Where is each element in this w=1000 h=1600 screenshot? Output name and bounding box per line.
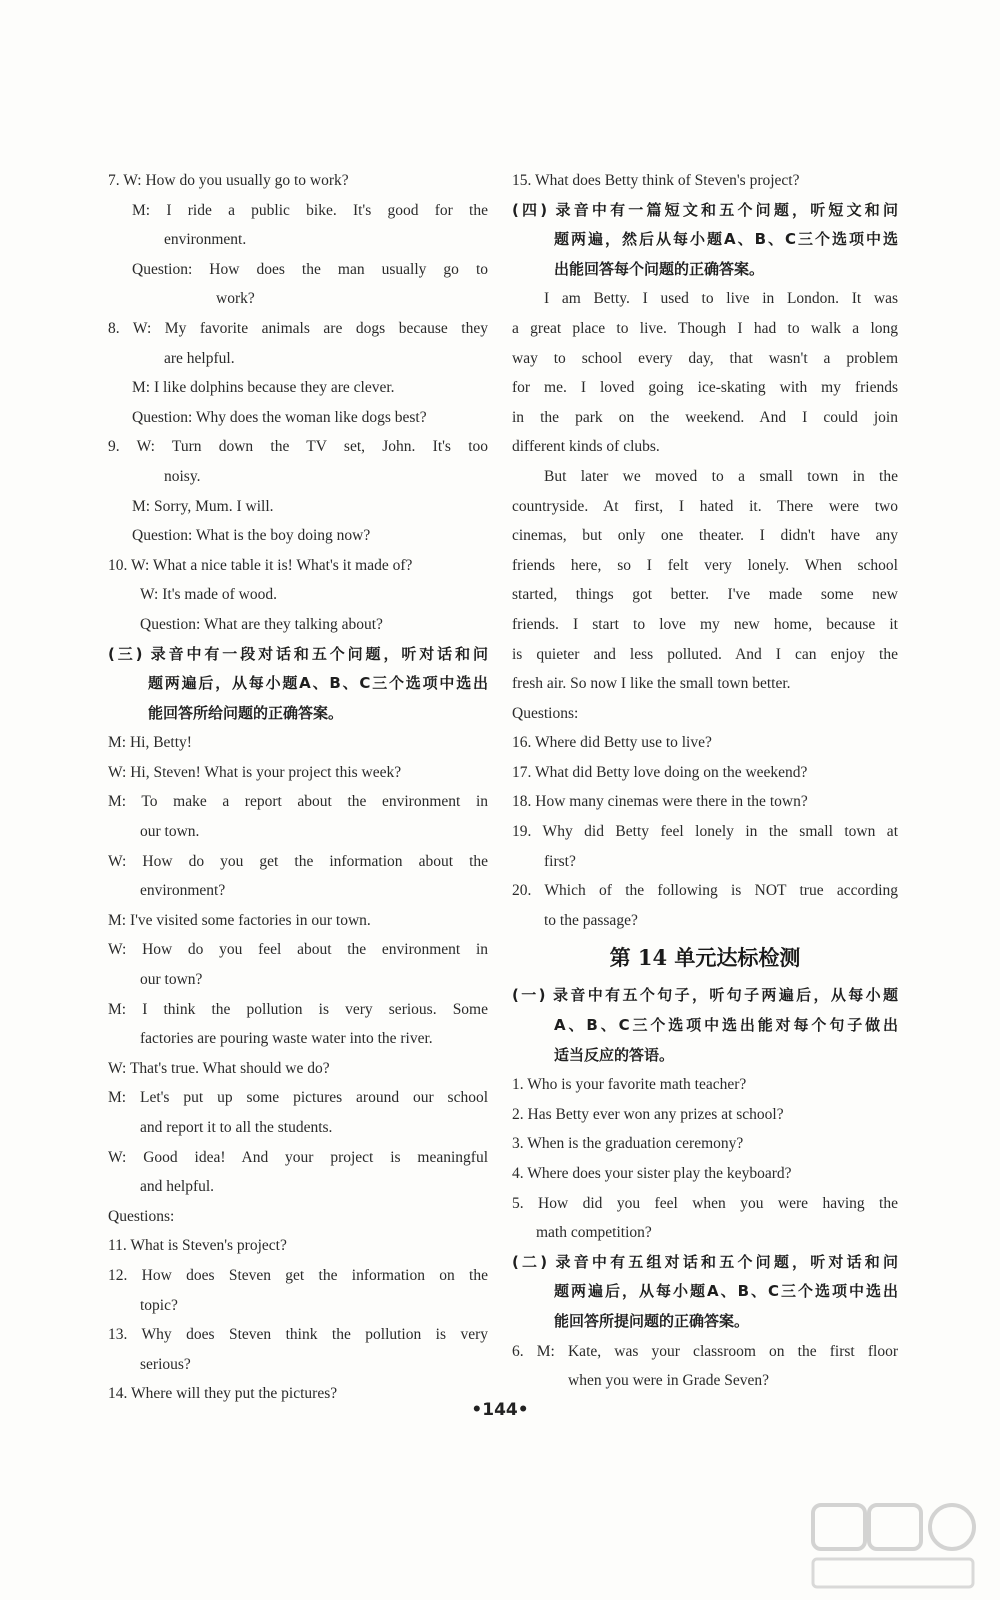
text-line: friends here, so I felt very lonely. When school (512, 556, 898, 574)
text-line: 16. Where did Betty use to live? (512, 734, 712, 752)
right-column (512, 166, 898, 1396)
left-column (108, 166, 488, 1409)
unit-title: 第 14 单元达标检测 (609, 945, 801, 971)
text-line: 题两遍后，从每小题A、B、C三个选项中选出 (148, 674, 488, 693)
right-column-bottom (512, 981, 898, 1395)
text-line: topic? (140, 1296, 178, 1314)
text-line: W: Hi, Steven! What is your project this week? (108, 763, 402, 781)
text-line: and report it to all the students. (140, 1119, 333, 1136)
text-line: 10. W: What a nice table it is! What's it made of? (108, 556, 413, 574)
text-line: 17. What did Betty love doing on the weekend? (512, 763, 808, 781)
text-line: is quieter and less polluted. And I can enjoy the (512, 645, 898, 663)
text-line: (三) 录音中有一段对话和五个问题，听对话和问 (108, 644, 488, 663)
text-line: W: How do you get the information about the (108, 852, 488, 870)
text-line: serious? (140, 1355, 191, 1373)
text-line: Questions: (512, 704, 579, 722)
text-line: A、B、C三个选项中选出能对每个句子做出 (554, 1016, 898, 1035)
page-number: •144• (471, 1400, 529, 1420)
text-line: Question: Why does the woman like dogs best? (132, 408, 427, 426)
text-line: 能回答所提问题的正确答案。 (554, 1311, 750, 1330)
text-line: M: I think the pollution is very serious. Some (108, 1000, 488, 1018)
text-line: fresh air. So now I like the small town better. (512, 675, 791, 693)
text-line: a great place to live. Though I had to walk a long (512, 319, 898, 337)
text-line: Question: What are they talking about? (140, 615, 383, 633)
text-line: M: Let's put up some pictures around our school (108, 1089, 488, 1107)
text-line: factories are pouring waste water into the river. (140, 1030, 433, 1048)
text-line: But later we moved to a small town in the (544, 467, 898, 485)
text-line: friends. I start to love my new home, because it (512, 615, 898, 633)
text-line: 20. Which of the following is NOT true according (512, 882, 898, 900)
text-line: 出能回答每个问题的正确答案。 (554, 259, 765, 278)
text-line: noisy. (164, 467, 201, 485)
text-line: 8. W: My favorite animals are dogs because they (108, 319, 488, 337)
text-line: (一) 录音中有五个句子，听句子两遍后，从每小题 (512, 986, 898, 1005)
text-line: in the park on the weekend. And I could join (512, 408, 898, 426)
text-line: 6. M: Kate, was your classroom on the first floor (512, 1342, 898, 1360)
text-line: W: How do you feel about the environment in (108, 941, 488, 959)
text-line: Question: What is the boy doing now? (132, 527, 371, 545)
text-line: 4. Where does your sister play the keyboard? (512, 1165, 792, 1182)
text-line: 14. Where will they put the pictures? (108, 1385, 338, 1403)
text-line: 7. W: How do you usually go to work? (108, 172, 349, 189)
right-column-top (512, 166, 898, 935)
text-line: (二) 录音中有五组对话和五个问题，听对话和问 (512, 1252, 898, 1271)
text-line: environment? (140, 882, 226, 900)
text-line: 11. What is Steven's project? (108, 1237, 287, 1255)
text-line: 适当反应的答语。 (554, 1045, 675, 1064)
text-line: and helpful. (140, 1178, 215, 1196)
text-line: M: I like dolphins because they are clever. (132, 379, 395, 397)
text-line: environment. (164, 231, 247, 249)
text-line: 9. W: Turn down the TV set, John. It's too (108, 438, 488, 456)
text-line: M: I've visited some factories in our town. (108, 911, 371, 929)
text-line: Question: How does the man usually go to (132, 260, 488, 278)
text-line: our town? (140, 971, 203, 989)
text-line: work? (216, 290, 255, 308)
text-line: M: To make a report about the environment in (108, 793, 488, 811)
text-line: our town. (140, 823, 200, 841)
text-line: I am Betty. I used to live in London. It was (544, 290, 898, 308)
text-line: when you were in Grade Seven? (568, 1372, 769, 1390)
text-line: 能回答所给问题的正确答案。 (148, 703, 344, 722)
text-line: for me. I loved going ice-skating with my friends (512, 379, 898, 397)
text-line: math competition? (536, 1224, 652, 1242)
text-line: 18. How many cinemas were there in the town? (512, 793, 808, 811)
text-line: W: It's made of wood. (140, 586, 277, 604)
text-line: (四) 录音中有一篇短文和五个问题，听短文和问 (512, 200, 898, 219)
text-line: first? (544, 852, 576, 870)
text-line: 题两遍，然后从每小题A、B、C三个选项中选 (554, 230, 898, 249)
text-line: different kinds of clubs. (512, 438, 660, 456)
text-line: M: Sorry, Mum. I will. (132, 497, 274, 515)
text-line: 3. When is the graduation ceremony? (512, 1135, 744, 1153)
text-line: 12. How does Steven get the information on the (108, 1266, 488, 1284)
text-line: 15. What does Betty think of Steven's project? (512, 172, 800, 189)
text-line: 5. How did you feel when you were having the (512, 1194, 898, 1212)
text-line: way to school every day, that wasn't a problem (512, 349, 898, 367)
text-line: M: Hi, Betty! (108, 734, 192, 752)
text-line: 1. Who is your favorite math teacher? (512, 1076, 747, 1094)
watermark-logo-icon (807, 1499, 982, 1594)
text-line: 19. Why did Betty feel lonely in the small town at (512, 823, 898, 841)
text-line: 题两遍后，从每小题A、B、C三个选项中选出 (554, 1282, 898, 1301)
text-line: started, things got better. I've made some new (512, 586, 898, 604)
text-line: countryside. At first, I hated it. There were two (512, 497, 898, 515)
text-line: cinemas, but only one theater. I didn't have any (512, 527, 898, 545)
text-line: Questions: (108, 1207, 175, 1225)
text-line: 13. Why does Steven think the pollution is very (108, 1326, 488, 1344)
text-line: W: That's true. What should we do? (108, 1059, 330, 1077)
text-line: are helpful. (164, 349, 235, 367)
text-line: 2. Has Betty ever won any prizes at school? (512, 1105, 784, 1123)
text-line: M: I ride a public bike. It's good for the (132, 201, 488, 219)
text-line: to the passage? (544, 911, 638, 929)
text-line: W: Good idea! And your project is meaningful (108, 1148, 488, 1166)
